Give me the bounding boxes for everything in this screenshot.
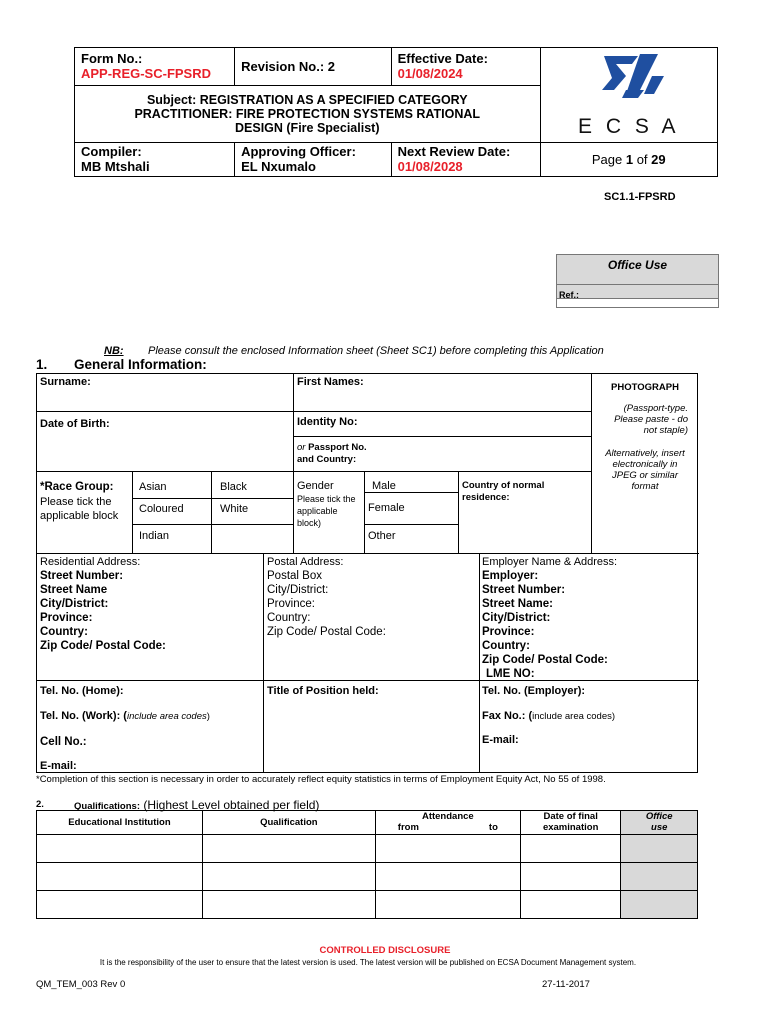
form-no: APP-REG-SC-FPSRD — [81, 66, 212, 81]
institution-cell[interactable] — [37, 835, 203, 863]
qualifications-table — [36, 810, 698, 919]
page-total: 29 — [651, 151, 666, 167]
emp-line: City/District: — [482, 612, 551, 624]
passport-or: or — [297, 442, 306, 453]
template-date: 27-11-2017 — [542, 979, 590, 990]
equity-footnote: *Completion of this section is necessary in order to accurately reflect equity statistics in terms of Employment Equity Act, No 55 of 1998. — [36, 774, 606, 785]
emp-line: Zip Code/ Postal Code: — [482, 654, 608, 666]
office-use-title: Office Use — [557, 255, 718, 285]
col-office-use — [621, 811, 698, 835]
passport-label — [297, 442, 367, 453]
tel-employer-label: Tel. No. (Employer): — [482, 685, 586, 697]
photograph-box[interactable] — [592, 374, 698, 552]
section2-number: 2. — [36, 799, 44, 810]
form-no-label: Form No.: — [81, 51, 143, 66]
next-review-cell — [391, 142, 540, 176]
col-attendance — [375, 811, 520, 835]
title-position-label: Title of Position held: — [267, 685, 379, 697]
race-asian[interactable]: Asian — [139, 481, 167, 493]
subject-line-1: Subject: REGISTRATION AS A SPECIFIED CATEGORY — [146, 93, 468, 108]
subject-line-2: PRACTITIONER: FIRE PROTECTION SYSTEMS RATIONAL — [134, 107, 481, 122]
approving-cell — [235, 142, 392, 176]
emp-line: Street Number: — [482, 584, 566, 596]
gender-male[interactable]: Male — [372, 480, 396, 492]
attendance-from: from — [397, 822, 419, 833]
ecsa-logo-text: E C S A — [577, 115, 680, 139]
res-line: Zip Code/ Postal Code: — [40, 640, 166, 652]
qualification-cell[interactable] — [202, 891, 375, 919]
revision-cell — [235, 48, 392, 86]
nb-text: Please consult the enclosed Information sheet (Sheet SC1) before completing this Application — [148, 345, 604, 357]
next-review-date: 01/08/2028 — [397, 158, 463, 174]
table-row — [37, 835, 698, 863]
attendance-cell[interactable] — [375, 891, 520, 919]
col-exam-date — [520, 811, 621, 835]
section1-number: 1. — [36, 357, 48, 372]
page-pre: Page — [591, 151, 626, 167]
gender-female[interactable]: Female — [368, 502, 405, 514]
postal-line: Country: — [267, 612, 311, 624]
tel-work-close: ) — [206, 711, 210, 722]
id-no-label: Identity No: — [297, 416, 358, 428]
cell-label: Cell No.: — [40, 736, 87, 748]
section2-subtitle: (Highest Level obtained per field) — [139, 798, 320, 812]
qualification-cell[interactable] — [202, 835, 375, 863]
attendance-cell[interactable] — [375, 863, 520, 891]
employer-address-block[interactable] — [482, 555, 697, 681]
exam-date-line-2: examination — [542, 822, 599, 833]
dob-field[interactable] — [37, 412, 292, 470]
exam-date-cell[interactable] — [520, 835, 621, 863]
res-line: Province: — [40, 612, 93, 624]
race-indian[interactable]: Indian — [139, 530, 169, 542]
employer-address-title: Employer Name & Address: — [482, 556, 618, 568]
exam-date-cell[interactable] — [520, 863, 621, 891]
passport-country-label: and Country: — [297, 454, 357, 465]
postal-line: City/District: — [267, 584, 329, 596]
institution-cell[interactable] — [37, 891, 203, 919]
residential-address-title: Residential Address: — [40, 556, 141, 568]
fax-close: ) — [611, 711, 616, 722]
ref-label: Ref.: — [559, 290, 579, 300]
qualification-cell[interactable] — [202, 863, 375, 891]
page-number: 1 — [625, 151, 634, 167]
tel-work-label — [40, 710, 210, 722]
col-qualification: Qualification — [202, 811, 375, 835]
dob-label: Date of Birth: — [40, 418, 110, 430]
office-col-line-2: use — [651, 822, 668, 833]
attendance-label: Attendance — [421, 811, 474, 822]
photograph-title: PHOTOGRAPH — [611, 382, 679, 393]
form-code: SC1.1-FPSRD — [604, 191, 676, 203]
emp-line: Employer: — [482, 570, 539, 582]
race-coloured[interactable]: Coloured — [139, 503, 184, 515]
residential-address-block[interactable] — [40, 555, 260, 653]
first-names-field[interactable] — [294, 388, 590, 410]
logo-cell — [540, 48, 718, 143]
subject-cell — [75, 86, 541, 142]
responsibility-note: It is the responsibility of the user to ensure that the latest version is used. The latest version will be published on ECSA Document Management system. — [99, 958, 637, 967]
next-review-label: Next Review Date: — [397, 143, 511, 159]
fax-label — [482, 710, 615, 722]
approving-label: Approving Officer: — [241, 143, 356, 159]
effective-date: 01/08/2024 — [397, 66, 463, 81]
compiler-label: Compiler: — [81, 143, 142, 159]
tel-work-text: Tel. No. (Work): ( — [40, 710, 127, 722]
effective-cell — [391, 48, 540, 86]
section2-title: Qualifications: — [74, 801, 140, 812]
postal-line: Province: — [267, 598, 315, 610]
revision-label: Revision No.: 2 — [241, 59, 336, 75]
compiler-cell — [75, 142, 235, 176]
attendance-sub — [376, 822, 520, 833]
exam-date-cell[interactable] — [520, 891, 621, 919]
office-cell — [621, 835, 698, 863]
office-use-ref-row — [557, 285, 718, 299]
country-residence-label: Country of normal residence: — [462, 480, 545, 503]
emp-line: Street Name: — [482, 598, 553, 610]
surname-field[interactable] — [37, 388, 292, 410]
emp-line: Province: — [482, 626, 535, 638]
office-col-line-1: Office — [645, 811, 673, 822]
race-group-label: *Race Group: — [40, 481, 114, 493]
office-cell — [621, 891, 698, 919]
template-code: QM_TEM_003 Rev 0 — [36, 979, 126, 990]
institution-cell[interactable] — [37, 863, 203, 891]
section1-title: General Information: — [74, 357, 207, 372]
general-info-form — [36, 373, 698, 773]
photograph-note: (Passport-type. Please paste - do not staple) — [614, 403, 688, 436]
nb-label: NB: — [104, 345, 124, 357]
compiler-name: MB Mtshali — [81, 158, 150, 174]
surname-label: Surname: — [40, 376, 91, 388]
email-right-label: E-mail: — [482, 734, 519, 746]
attendance-to: to — [488, 822, 498, 833]
race-black[interactable]: Black — [220, 481, 247, 493]
page-of: of — [633, 151, 652, 167]
postal-line: Postal Box — [267, 570, 322, 582]
first-names-label: First Names: — [297, 376, 364, 388]
controlled-disclosure: CONTROLLED DISCLOSURE — [319, 945, 451, 956]
table-row — [37, 863, 698, 891]
form-no-cell — [75, 48, 235, 86]
gender-label: Gender — [297, 480, 334, 492]
effective-label: Effective Date: — [397, 51, 488, 66]
res-line: Street Number: — [40, 570, 124, 582]
fax-note: include area codes — [532, 711, 612, 722]
page-cell — [540, 142, 718, 176]
subject-line-3: DESIGN (Fire Specialist) — [235, 121, 380, 136]
header-table — [74, 47, 718, 177]
gender-note: Please tick the applicable block) — [297, 494, 356, 528]
res-line: Country: — [40, 626, 88, 638]
office-cell — [621, 863, 698, 891]
emp-line: LME NO: — [486, 668, 535, 680]
race-white[interactable]: White — [220, 503, 249, 515]
emp-line: Country: — [482, 640, 530, 652]
postal-line: Zip Code/ Postal Code: — [267, 626, 386, 638]
photograph-alt: Alternatively, insert electronically in JPEG or similar format — [605, 448, 685, 492]
res-line: City/District: — [40, 598, 109, 610]
postal-address-title: Postal Address: — [267, 556, 344, 568]
country-residence-field[interactable] — [459, 504, 590, 552]
tel-home-label: Tel. No. (Home): — [40, 685, 124, 697]
email-left-label: E-mail: — [40, 760, 77, 772]
passport-no-label: Passport No. — [305, 442, 367, 453]
exam-date-line-1: Date of final — [543, 811, 598, 822]
attendance-cell[interactable] — [375, 835, 520, 863]
tel-work-note: include area codes — [126, 711, 207, 722]
col-institution: Educational Institution — [37, 811, 203, 835]
id-no-field[interactable] — [393, 412, 590, 436]
race-group-note: Please tick the applicable block — [40, 496, 119, 522]
postal-address-block[interactable] — [267, 555, 477, 639]
office-use-box — [556, 254, 719, 308]
res-line: Street Name — [40, 584, 108, 596]
table-row — [37, 891, 698, 919]
approving-name: EL Nxumalo — [241, 158, 316, 174]
gender-other[interactable]: Other — [368, 530, 396, 542]
fax-text: Fax No.: ( — [482, 710, 533, 722]
